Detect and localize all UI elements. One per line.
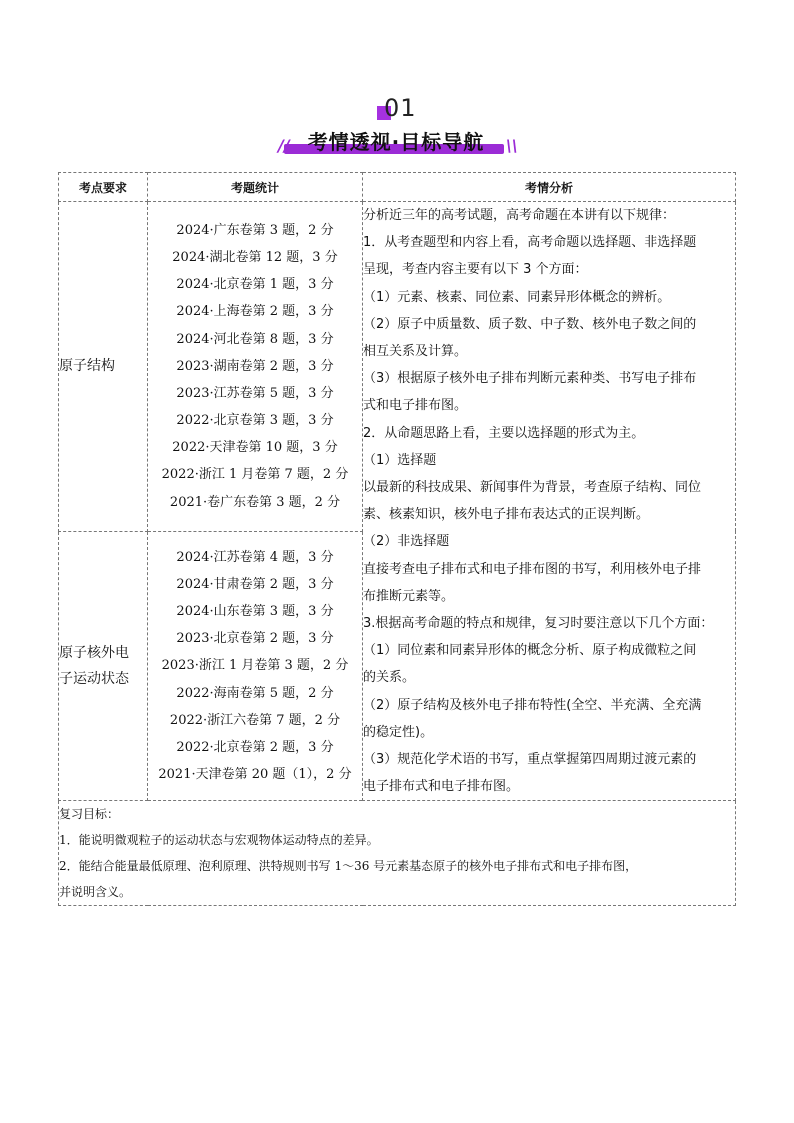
exam-stat-item: 2024·北京卷第 1 题，3 分 xyxy=(176,277,334,293)
exam-stat-item: 2024·河北卷第 8 题，3 分 xyxy=(176,331,334,347)
goals-row xyxy=(59,801,736,906)
analysis-line: （3）规范化学术语的书写，重点掌握第四周期过渡元素的 xyxy=(363,752,697,768)
topic-atomic-structure: 原子结构 xyxy=(59,202,148,532)
title-slash-right: \\ xyxy=(506,136,518,155)
topic-line: 子运动状态 xyxy=(59,671,129,688)
exam-stats-list xyxy=(148,531,363,801)
analysis-line: 的稳定性)。 xyxy=(363,724,434,740)
exam-stat-item: 2022·海南卷第 5 题，2 分 xyxy=(176,685,334,701)
exam-stat-item: 2022·天津卷第 10 题，3 分 xyxy=(172,440,338,456)
analysis-line: 相互关系及计算。 xyxy=(363,344,468,360)
analysis-line: 分析近三年的高考试题，高考命题在本讲有以下规律： xyxy=(363,208,676,223)
exam-stat-item: 2024·江苏卷第 4 题，3 分 xyxy=(176,549,334,565)
title-slash-left: // xyxy=(278,136,290,155)
exam-stat-item: 2024·甘肃卷第 2 题，3 分 xyxy=(176,576,334,592)
exam-stat-item: 2024·上海卷第 2 题，3 分 xyxy=(176,304,334,320)
analysis-line: （2）原子结构及核外电子排布特性(全空、半充满、全充满 xyxy=(363,697,702,713)
analysis-line: 呈现，考查内容主要有以下 3 个方面： xyxy=(363,262,588,278)
analysis-line: 式和电子排布图。 xyxy=(363,398,468,414)
column-header: 考情分析 xyxy=(363,173,736,202)
section-number: 01 xyxy=(384,94,417,122)
exam-stat-item: 2022·北京卷第 3 题，3 分 xyxy=(176,413,334,429)
exam-stats-list xyxy=(148,202,363,532)
review-goals xyxy=(59,801,736,906)
topic-electron-motion xyxy=(59,531,148,801)
analysis-line: 电子排布式和电子排布图。 xyxy=(363,779,520,795)
analysis-line: 2．从命题思路上看，主要以选择题的形式为主。 xyxy=(363,425,645,441)
exam-stat-item: 2022·浙江六卷第 7 题，2 分 xyxy=(169,712,341,728)
analysis-line: 布推断元素等。 xyxy=(363,588,455,604)
exam-stat-item: 2023·湖南卷第 2 题，3 分 xyxy=(176,358,334,374)
table-header-row xyxy=(59,173,736,202)
exam-stat-item: 2024·湖北卷第 12 题，3 分 xyxy=(172,249,338,265)
analysis-line: （2）非选择题 xyxy=(363,534,450,550)
exam-stat-item: 2022·北京卷第 2 题，3 分 xyxy=(176,740,334,755)
analysis-line: （1）同位素和同素异形体的概念分析、原子构成微粒之间 xyxy=(363,643,697,659)
analysis-line: （1）元素、核素、同位素、同素异形体概念的辨析。 xyxy=(363,289,671,305)
analysis-line: （1）选择题 xyxy=(363,452,437,468)
goal-item: 1．能说明微观粒子的运动状态与宏观物体运动特点的差异。 xyxy=(59,833,379,848)
exam-stat-item: 2023·浙江 1 月卷第 3 题，2 分 xyxy=(161,658,349,674)
goals-heading: 复习目标： xyxy=(59,807,120,822)
analysis-line: 以最新的科技成果、新闻事件为背景，考查原子结构、同位 xyxy=(363,480,702,496)
topic-line: 原子核外电 xyxy=(59,645,129,662)
exam-stat-item: 2023·北京卷第 2 题，3 分 xyxy=(176,631,334,647)
goal-item: 2．能结合能量最低原理、泡利原理、洪特规则书写 1～36 号元素基态原子的核外电子排布式和电子排布图， xyxy=(59,859,638,874)
table-row xyxy=(59,202,736,532)
analysis-line: （2）原子中质量数、质子数、中子数、核外电子数之间的 xyxy=(363,316,697,332)
analysis-line: （3）根据原子核外电子排布判断元素种类、书写电子排布 xyxy=(363,371,697,387)
analysis-line: 素、核素知识，核外电子排布表达式的正误判断。 xyxy=(363,507,650,523)
exam-stat-item: 2021·卷广东卷第 3 题，2 分 xyxy=(169,494,341,510)
column-header: 考点要求 xyxy=(59,173,148,202)
section-title: 考情透视·目标导航 xyxy=(307,130,485,154)
exam-analysis-table xyxy=(58,172,736,906)
analysis-line: 3.根据高考命题的特点和规律，复习时要注意以下几个方面： xyxy=(363,616,714,632)
column-header: 考题统计 xyxy=(148,173,363,202)
exam-stat-item: 2024·广东卷第 3 题，2 分 xyxy=(176,222,334,238)
exam-analysis-text xyxy=(363,202,736,801)
analysis-line: 1．从考查题型和内容上看，高考命题以选择题、非选择题 xyxy=(363,235,697,251)
exam-stat-item: 2023·江苏卷第 5 题，3 分 xyxy=(176,385,334,401)
goal-item: 并说明含义。 xyxy=(59,885,132,900)
analysis-line: 的关系。 xyxy=(363,670,416,686)
exam-stat-item: 2021·天津卷第 20 题（1），2 分 xyxy=(158,767,352,783)
exam-stat-item: 2024·山东卷第 3 题，3 分 xyxy=(176,604,334,620)
section-header xyxy=(0,92,794,162)
exam-stat-item: 2022·浙江 1 月卷第 7 题，2 分 xyxy=(161,467,349,483)
analysis-line: 直接考查电子排布式和电子排布图的书写，利用核外电子排 xyxy=(363,561,702,577)
